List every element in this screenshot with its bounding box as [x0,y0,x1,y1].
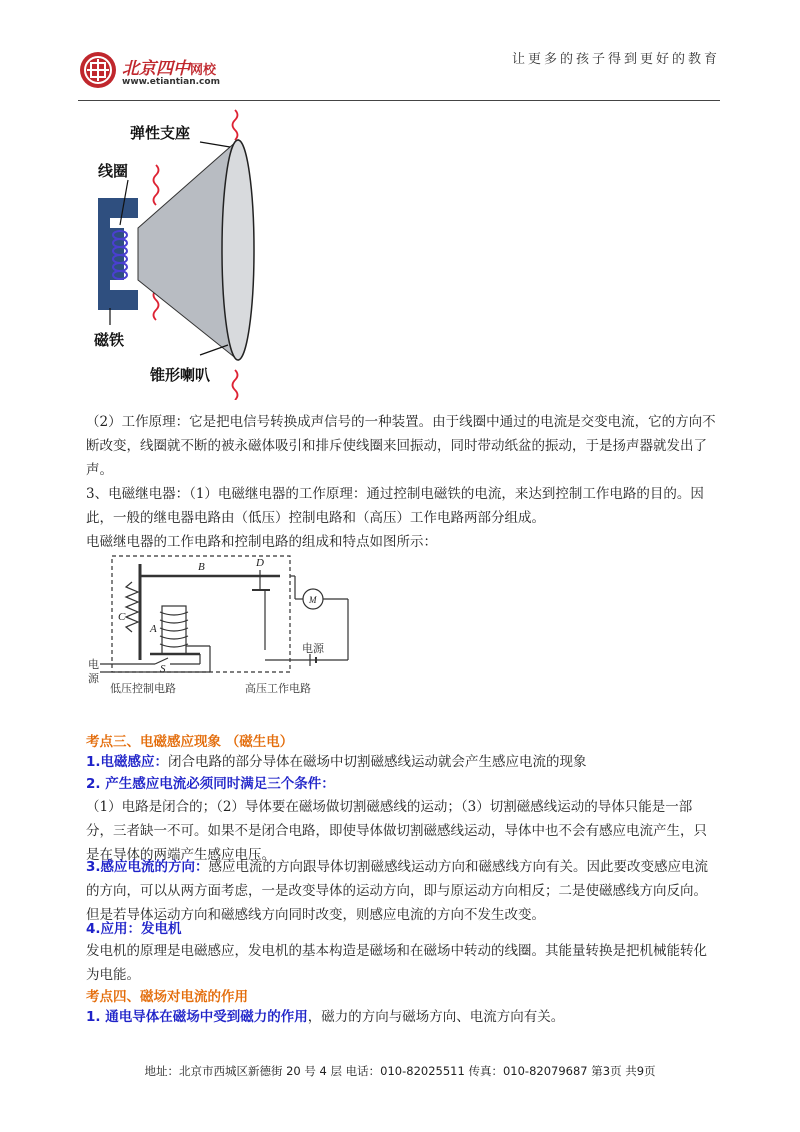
relay-coil-windings [160,612,188,647]
section3-item3-body: 感应电流的方向跟导体切割磁感线运动方向和磁感线方向有关。因此要改变感应电流的方向，可以从两方面考虑，一是改变导体的运动方向，即与原运动方向相反；二是使磁感线方向反向。但是若导体运动方向和磁感线方向同时改变，则感应电流的方向不发生改变。 [86,859,709,923]
label-C: C [118,611,126,623]
section3-item2-head: 2. 产生感应电流必须同时满足三个条件： [86,776,335,792]
page-footer: 地址：北京市西城区新德街 20 号 4 层 电话：010-82025511 传真：010-82079687 第3页 共9页 [144,1064,656,1078]
relay-circuit-diagram [80,550,380,700]
spring-C [126,582,138,632]
relay-intro-paragraph: 3、电磁继电器：（1）电磁继电器的工作原理：通过控制电磁铁的电流，来达到控制工作电路的目的。因此，一般的继电器电路由（低压）控制电路和（高压）工作电路两部分组成。 [86,486,704,526]
page-header [78,40,720,101]
section3-title: 考点三、电磁感应现象 （磁生电） [86,734,294,750]
label-A: A [150,623,157,635]
section3-item3-head: 3.感应电流的方向： [86,859,209,875]
label-magnet: 磁铁 [94,331,125,349]
section3-item1-head: 1.电磁感应： [86,754,169,770]
label-high-voltage: 高压工作电路 [245,682,311,695]
leader-cone [200,345,228,355]
logo [78,50,318,96]
section3-item4-body: 发电机的原理是电磁感应，发电机的基本构造是磁场和在磁场中转动的线圈。其能量转换是把机械能转化为电能。 [86,943,707,983]
section3-item2-body: （1）电路是闭合的；（2）导体要在磁场做切割磁感线的运动；（3）切割磁感线运动的导体只能是一部分，三者缺一不可。如果不是闭合电路，即使导体做切割磁感线运动，导体中也不会有感应电流产生，只是在导体的两端产生感应电压。 [86,799,707,863]
section4-item1 [86,1005,716,1029]
wave-upper-left [154,165,159,205]
leader-support [200,142,230,147]
wave-bottom [233,370,238,400]
label-D: D [256,557,264,569]
label-low-voltage: 低压控制电路 [110,682,176,695]
relay-figure-caption: 电磁继电器的工作电路和控制电路的组成和特点如图所示： [86,534,437,550]
label-M: M [309,595,317,605]
label-S: S [160,663,166,675]
label-B: B [198,561,205,573]
label-support: 弹性支座 [130,124,191,142]
label-source-left-2: 源 [88,672,99,685]
label-source-left-1: 电 [88,658,99,671]
cone-mouth [222,140,254,360]
section3-item1-body: 闭合电路的部分导体在磁场中切割磁感线运动就会产生感应电流的现象 [168,754,587,770]
speaker-diagram [80,100,410,400]
logo-url: www.etiantian.com [122,77,220,87]
label-coil: 线圈 [98,162,129,180]
label-cone: 锥形喇叭 [150,366,211,384]
working-principle-paragraph: （2）工作原理：它是把电信号转换成声信号的一种装置。由于线圈中通过的电流是交变电流，它的方向不断改变，线圈就不断的被永磁体吸引和排斥使线圈来回振动，同时带动纸盆的振动，于是扬声器就发出了声。 [86,414,716,478]
section4-title: 考点四、磁场对电流的作用 [86,989,248,1005]
section4-item1-head: 1. 通电导体在磁场中受到磁力的作用 [86,1009,308,1025]
slogan: 让更多的孩子得到更好的教育 [511,52,720,67]
label-source-right: 电源 [302,642,324,655]
section3-item1 [86,750,716,774]
wave-top [233,110,238,140]
section3-item4-head: 4.应用：发电机 [86,921,182,937]
logo-emblem-icon [78,50,118,90]
logo-text: 北京四中网校 [122,59,217,79]
section4-item1-body: ，磁力的方向与磁场方向、电流方向有关。 [307,1009,565,1025]
